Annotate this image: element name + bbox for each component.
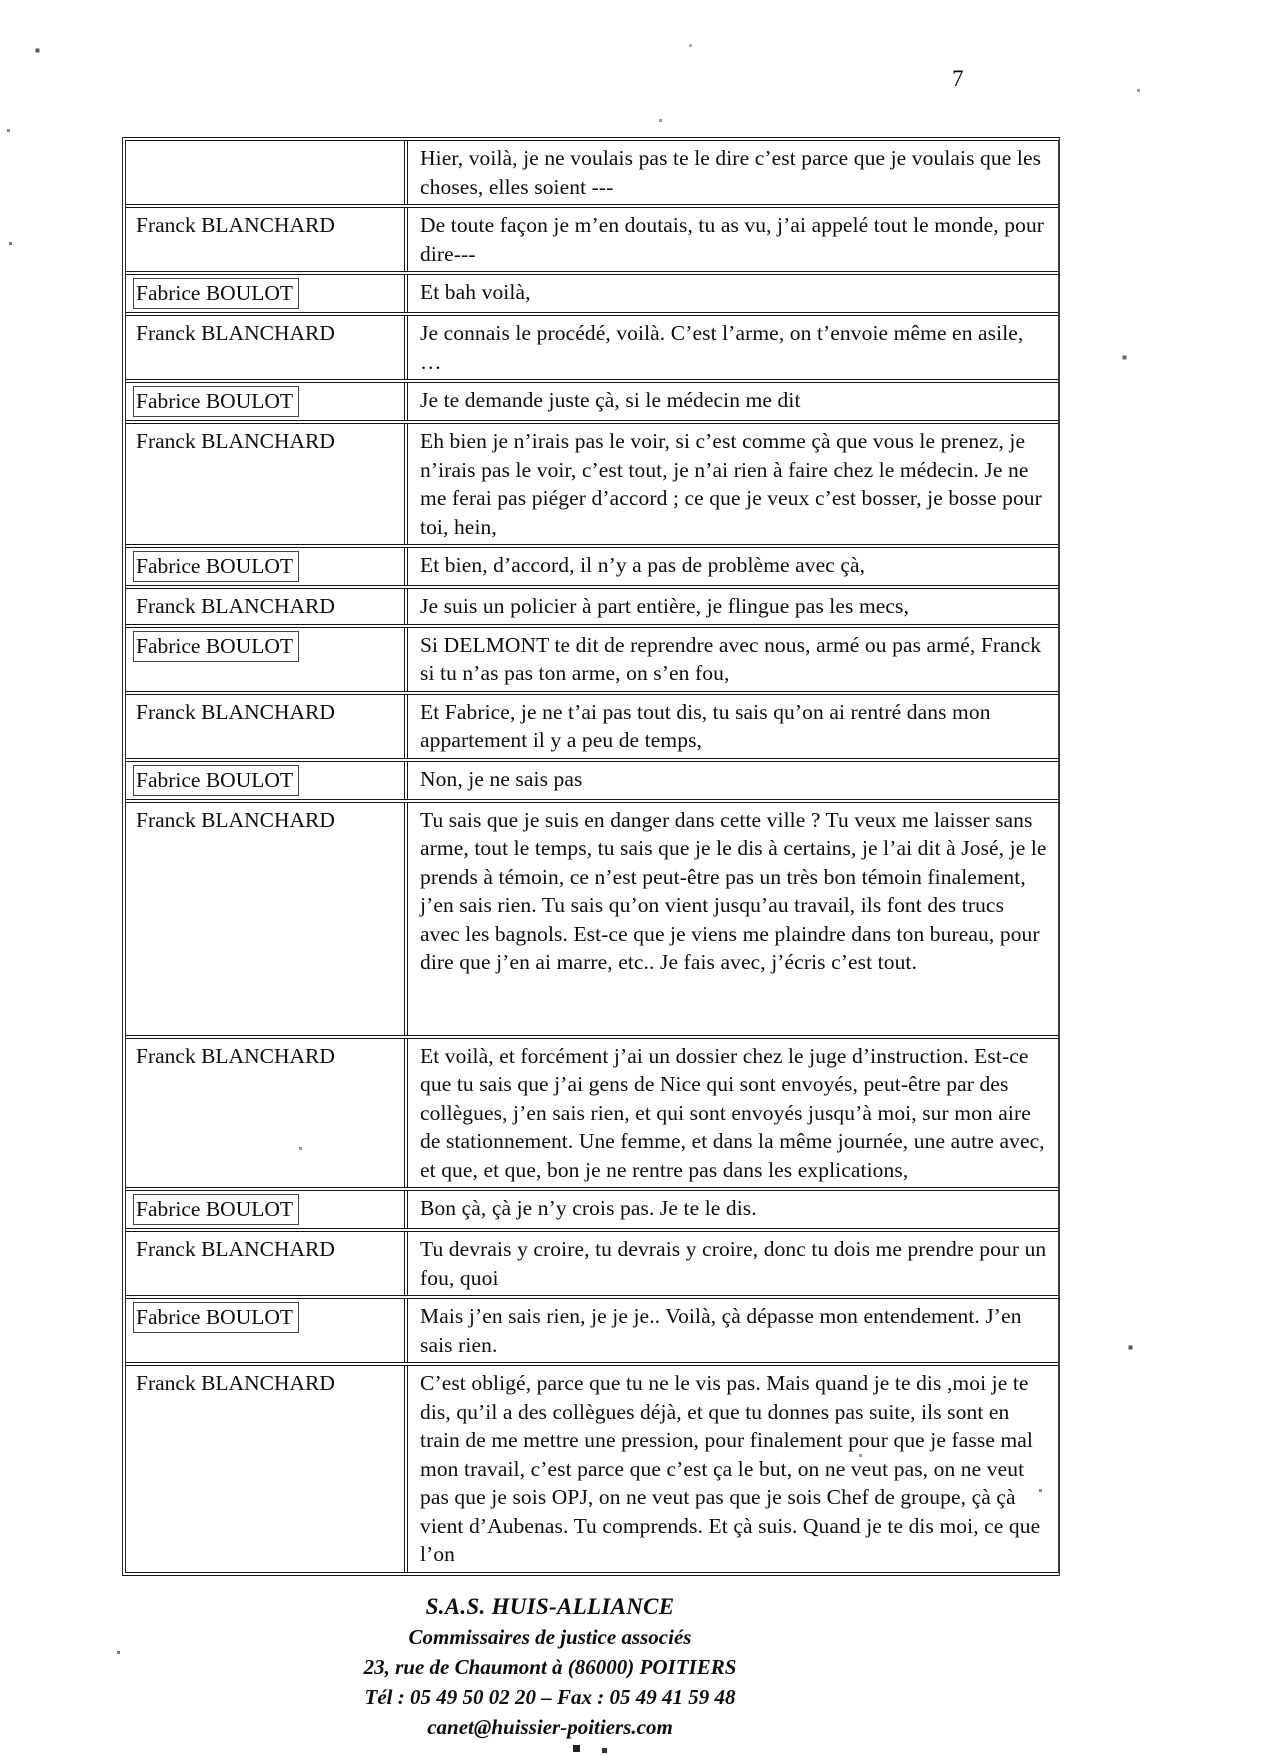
table-row — [126, 624, 1058, 691]
speaker-name: Franck BLANCHARD — [136, 429, 335, 453]
dialogue-text: Et Fabrice, je ne t’ai pas tout dis, tu sais qu’on ai rentré dans mon appartement il y a peu de temps, — [404, 695, 1058, 758]
table-row — [126, 544, 1058, 585]
table-row — [126, 141, 1058, 204]
speaker-cell — [126, 1191, 404, 1228]
table-row — [126, 312, 1058, 379]
dialogue-text: Mais j’en sais rien, je je je.. Voilà, çà dépasse mon entendement. J’en sais rien. — [404, 1299, 1058, 1362]
speaker-name: Fabrice BOULOT — [133, 278, 299, 309]
speaker-name: Franck BLANCHARD — [136, 1237, 335, 1261]
dialogue-text: Je suis un policier à part entière, je flingue pas les mecs, — [404, 589, 1058, 624]
speaker-name: Fabrice BOULOT — [133, 386, 299, 417]
speaker-cell — [126, 275, 404, 312]
speaker-cell — [126, 548, 404, 585]
table-row — [126, 799, 1058, 1035]
dialogue-text: Et voilà, et forcément j’ai un dossier chez le juge d’instruction. Est-ce que tu sais que j’ai gens de Nice qui sont envoyés, peut-être par des collègues, j’en sais rien, et qui sont envoyés jusqu’à moi, sur mon aire de stationnement. Une femme, et dans la même journée, une autre avec, et que, et que, bon je ne rentre pas dans les explications, — [404, 1039, 1058, 1188]
speaker-cell — [126, 803, 404, 1035]
speaker-cell — [126, 1366, 404, 1572]
dialogue-text: Si DELMONT te dit de reprendre avec nous, armé ou pas armé, Franck si tu n’as pas ton arme, on s’en fou, — [404, 628, 1058, 691]
speaker-name: Fabrice BOULOT — [133, 631, 299, 662]
speaker-cell — [126, 589, 404, 624]
dialogue-text: De toute façon je m’en doutais, tu as vu, j’ai appelé tout le monde, pour dire--- — [404, 208, 1058, 271]
speaker-name: Franck BLANCHARD — [136, 213, 335, 237]
speaker-name: Franck BLANCHARD — [136, 1043, 335, 1068]
footer-company-name: S.A.S. HUIS-ALLIANCE — [425, 1594, 675, 1619]
speaker-cell — [126, 383, 404, 420]
table-row — [126, 1228, 1058, 1295]
table-row — [126, 1035, 1058, 1188]
footer-phone-fax: Tél : 05 49 50 02 20 – Fax : 05 49 41 59 48 — [364, 1685, 736, 1709]
table-row — [126, 271, 1058, 312]
dialogue-text: Tu devrais y croire, tu devrais y croire, donc tu dois me prendre pour un fou, quoi — [404, 1232, 1058, 1295]
page-number: 7 — [952, 66, 964, 91]
dialogue-text: Je te demande juste çà, si le médecin me dit — [404, 383, 1058, 420]
speaker-name: Franck BLANCHARD — [136, 807, 335, 832]
table-row — [126, 1362, 1058, 1572]
speaker-cell — [126, 1039, 404, 1188]
table-row — [126, 204, 1058, 271]
speaker-cell — [126, 316, 404, 379]
table-row — [126, 1295, 1058, 1362]
dialogue-text: Tu sais que je suis en danger dans cette ville ? Tu veux me laisser sans arme, tout le temps, tu sais que je le dis à certains, je l’ai dit à José, je le prends à témoin, ce n’est peut-être pas un très bon témoin finalement, j’en sais rien. Tu sais qu’on vient jusqu’au travail, ils font des trucs avec les bagnols. Est-ce que je viens me plaindre dans ton bureau, pour dire que j’en ai marre, etc.. Je fais avec, j’écris c’est tout. — [404, 803, 1058, 1035]
table-row — [126, 691, 1058, 758]
speaker-cell — [126, 628, 404, 691]
speaker-name: Franck BLANCHARD — [136, 1371, 335, 1395]
dialogue-text: Et bah voilà, — [404, 275, 1058, 312]
table-row — [126, 758, 1058, 799]
speaker-cell — [126, 695, 404, 758]
speaker-name: Franck BLANCHARD — [136, 699, 335, 724]
footer-role: Commissaires de justice associés — [408, 1625, 692, 1649]
speaker-name: Franck BLANCHARD — [136, 594, 335, 618]
speaker-name: Fabrice BOULOT — [133, 1302, 299, 1333]
dialogue-text: Je connais le procédé, voilà. C’est l’arme, on t’envoie même en asile, … — [404, 316, 1058, 379]
speaker-name: Fabrice BOULOT — [133, 551, 299, 582]
speaker-name: Franck BLANCHARD — [136, 321, 335, 345]
speaker-cell — [126, 1232, 404, 1295]
speaker-cell — [126, 424, 404, 544]
scan-noise-speckles — [0, 0, 1, 1]
dialogue-text: Eh bien je n’irais pas le voir, si c’est comme çà que vous le prenez, je n’irais pas le voir, c’est tout, je n’ai rien à faire chez le médecin. Je ne me ferai pas piéger d’accord ; ce que je veux c’est bosser, je bosse pour toi, hein, — [404, 424, 1058, 544]
dialogue-text: Bon çà, çà je n’y crois pas. Je te le dis. — [404, 1191, 1058, 1228]
speaker-cell — [126, 762, 404, 799]
footer-email: canet@huissier-poitiers.com — [427, 1715, 673, 1739]
transcript-table — [122, 137, 1060, 1576]
table-row — [126, 420, 1058, 544]
table-row — [126, 379, 1058, 420]
speaker-cell — [126, 208, 404, 271]
dialogue-text: Hier, voilà, je ne voulais pas te le dire c’est parce que je voulais que les choses, elles soient --- — [404, 141, 1058, 204]
speaker-cell — [126, 141, 404, 204]
dialogue-text: Et bien, d’accord, il n’y a pas de problème avec çà, — [404, 548, 1058, 585]
dialogue-text: C’est obligé, parce que tu ne le vis pas. Mais quand je te dis ,moi je te dis, qu’il a des collègues déjà, et que tu donnes pas suite, ils sont en train de me mettre une pression, pour finalement pour que je fasse mal mon travail, c’est parce que c’est ça le but, on ne veut pas, on ne veut pas que je sois OPJ, on ne veut pas que je sois Chef de groupe, çà çà vient d’Aubenas. Tu comprends. Et çà suis. Quand je te dis moi, ce que l’on — [404, 1366, 1058, 1572]
speaker-name: Fabrice BOULOT — [133, 1194, 299, 1225]
footer-address: 23, rue de Chaumont à (86000) POITIERS — [363, 1655, 737, 1679]
dialogue-text: Non, je ne sais pas — [404, 762, 1058, 799]
table-row — [126, 585, 1058, 624]
footer-block — [250, 1592, 850, 1742]
speaker-name: Fabrice BOULOT — [133, 765, 299, 796]
speaker-cell — [126, 1299, 404, 1362]
table-row — [126, 1187, 1058, 1228]
